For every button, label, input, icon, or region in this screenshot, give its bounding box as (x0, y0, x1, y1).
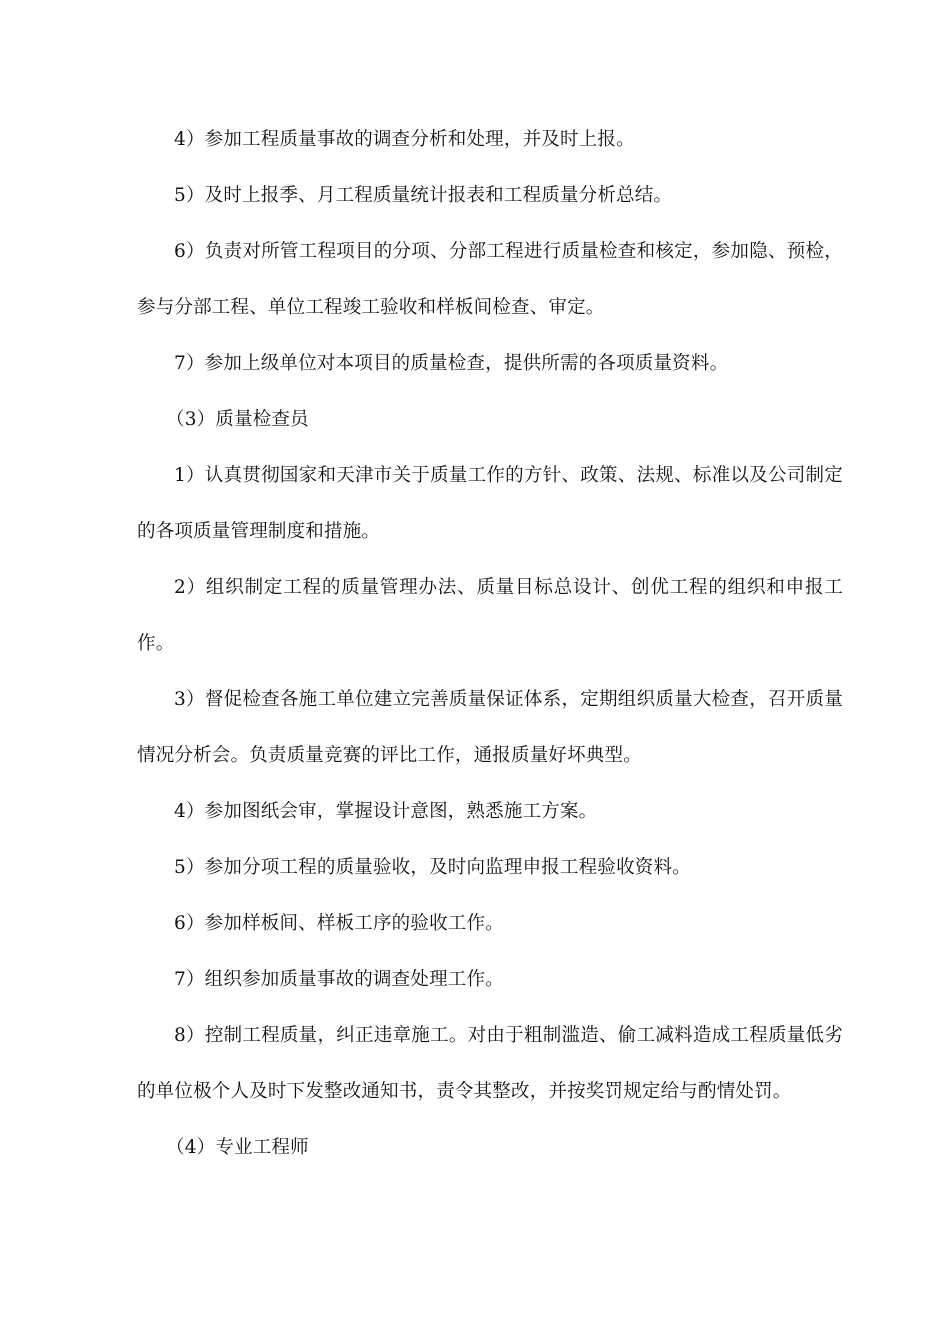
paragraph-item-6-sample-room: 6）参加样板间、样板工序的验收工作。 (174, 913, 504, 934)
paragraph-item-3-assurance-system: 3）督促检查各施工单位建立完善质量保证体系，定期组织质量大检查，召开质量情况分析会。负责质量竞赛的评比工作，通报质量好坏典型。 (137, 689, 843, 766)
paragraph-item-8-quality-control: 8）控制工程质量，纠正违章施工。对由于粗制滥造、偷工减料造成工程质量低劣的单位极个人及时下发整改通知书，责令其整改，并按奖罚规定给与酌情处罚。 (137, 1025, 843, 1102)
paragraph-item-5-acceptance: 5）参加分项工程的质量验收，及时向监理申报工程验收资料。 (174, 857, 691, 878)
paragraph-item-4-drawing-review: 4）参加图纸会审，掌握设计意图，熟悉施工方案。 (174, 801, 598, 822)
paragraph-item-4-report-accidents: 4）参加工程质量事故的调查分析和处理，并及时上报。 (174, 129, 635, 150)
paragraph-item-2-management-methods: 2）组织制定工程的质量管理办法、质量目标总设计、创优工程的组织和申报工作。 (137, 577, 843, 654)
paragraph-item-7-superior-inspection: 7）参加上级单位对本项目的质量检查，提供所需的各项质量资料。 (174, 353, 729, 374)
section-heading-specialist-engineer: （4）专业工程师 (166, 1137, 309, 1158)
section-heading-quality-inspector: （3）质量检查员 (166, 409, 309, 430)
paragraph-item-1-implement-policies: 1）认真贯彻国家和天津市关于质量工作的方针、政策、法规、标准以及公司制定的各项质量管理制度和措施。 (137, 465, 843, 542)
paragraph-item-5-quality-statistics: 5）及时上报季、月工程质量统计报表和工程质量分析总结。 (174, 185, 673, 206)
paragraph-item-7-accident-investigation: 7）组织参加质量事故的调查处理工作。 (174, 969, 504, 990)
paragraph-item-6-inspection-verification: 6）负责对所管工程项目的分项、分部工程进行质量检查和核定，参加隐、预检，参与分部工程、单位工程竣工验收和样板间检查、审定。 (137, 241, 843, 318)
